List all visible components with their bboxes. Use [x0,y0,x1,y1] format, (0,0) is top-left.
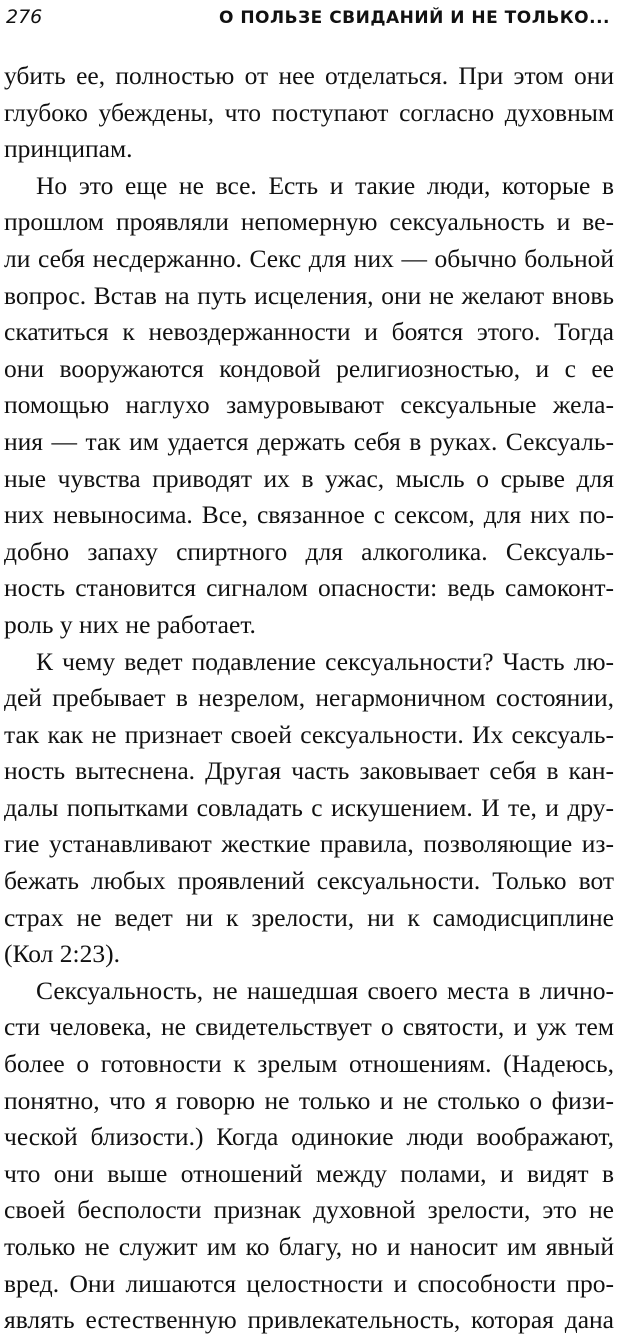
text-line: бежать любых проявлений сексуальности. Только вот [4,866,614,896]
text-line: ческой близости.) Когда одинокие люди воображают, [4,1122,614,1152]
text-line: ния — так им удается держать себя в руках. Сексуаль- [4,426,614,456]
text-line: скатиться к невоздержанности и боятся этого. Тогда [4,317,614,347]
running-head: О ПОЛЬЗЕ СВИДАНИЙ И НЕ ТОЛЬКО... [218,8,610,28]
text-line: дей пребывает в незрелом, негармоничном состоянии, [4,683,614,713]
text-line: являть естественную привлекательность, которая дана [4,1305,614,1335]
text-line: убить ее, полностью от нее отделаться. При этом они [4,61,614,90]
text-line: них невыносима. Все, связанное с сексом, для них по- [4,500,614,530]
text-line: Но это еще не все. Есть и такие люди, которые в [36,170,614,200]
text-line: добно запаху спиртного для алкоголика. Сексуаль- [4,536,614,566]
text-line: К чему ведет подавление сексуальности? Часть лю- [36,646,614,676]
text-line: что они выше отношений между полами, и видят в [4,1158,614,1188]
text-line: принципам. [4,134,133,164]
body-text [4,58,614,1339]
text-line: сти человека, не свидетельствует о святости, и уж тем [4,1012,614,1042]
text-line: так как не признает своей сексуальности. Их сексуаль- [4,719,614,749]
text-line: далы попытками совладать с искушением. И те, и дру- [4,792,614,822]
page-number: 276 [6,6,43,28]
text-line: ли себя несдержанно. Секс для них — обычно больной [4,243,614,273]
text-line: помощью наглухо замуровывают сексуальные жела- [4,390,614,420]
text-line: только не служит им ко благу, но и наносит им явный [4,1232,614,1261]
text-line: глубоко убеждены, что поступают согласно духовным [4,97,614,127]
text-line: они вооружаются кондовой религиозностью, и с ее [4,353,614,383]
text-line: понятно, что я говорю не только и не столько о физи- [4,1085,614,1115]
text-line: вред. Они лишаются целостности и способности про- [4,1268,614,1298]
text-line: прошлом проявляли непомерную сексуальность и ве- [4,207,614,237]
text-line: (Кол 2:23). [4,939,120,969]
page-header [6,4,610,40]
text-line: вопрос. Встав на путь исцеления, они не желают вновь [4,280,614,310]
text-line: ные чувства приводят их в ужас, мысль о срыве для [4,463,614,493]
text-line: более о готовности к зрелым отношениям. (Надеюсь, [4,1049,614,1079]
text-line: ность вытеснена. Другая часть заковывает себя в кан- [4,756,614,786]
text-line: гие устанавливают жесткие правила, позволяющие из- [4,829,614,859]
text-line: роль у них не работает. [4,609,256,639]
text-line: своей бесполости признак духовной зрелости, это не [4,1195,614,1225]
text-line: страх не ведет ни к зрелости, ни к самодисциплине [4,902,614,932]
text-line: ность становится сигналом опасности: ведь самоконт- [4,573,614,603]
text-line: Сексуальность, не нашедшая своего места в лично- [36,975,614,1005]
